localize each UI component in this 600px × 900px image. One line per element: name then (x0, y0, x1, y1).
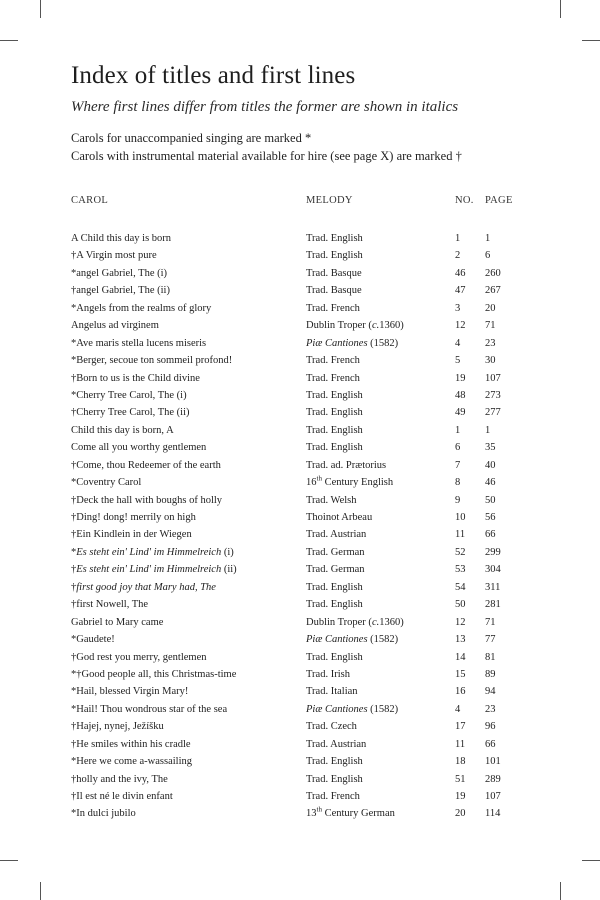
carol-number: 54 (455, 581, 466, 593)
carol-title: †Cherry Tree Carol, The (ii) (71, 407, 190, 419)
carol-number: 2 (455, 250, 461, 262)
carol-number: 16 (455, 686, 466, 698)
page-number: 20 (485, 302, 496, 314)
melody-source: 16th Century English (306, 474, 394, 489)
note-unaccompanied: Carols for unaccompanied singing are marked * (71, 131, 312, 145)
table-row (0, 649, 600, 666)
carol-title: *angel Gabriel, The (i) (71, 267, 168, 279)
melody-source: Trad. English (306, 233, 363, 244)
melody-source: Trad. Basque (306, 285, 362, 297)
melody-source: Trad. Austrian (306, 529, 367, 541)
page-number: 107 (485, 372, 501, 384)
page-number: 101 (485, 756, 501, 768)
melody-source: Trad. English (306, 599, 363, 611)
table-row (0, 335, 600, 352)
crop-mark (582, 860, 600, 861)
melody-source: Piæ Cantiones (1582) (306, 634, 399, 646)
page-number: 35 (485, 442, 496, 454)
table-row (0, 701, 600, 718)
index-table (0, 230, 600, 823)
note-instrumental: Carols with instrumental material available for hire (see page X) are marked † (71, 149, 462, 163)
carol-number: 52 (455, 546, 466, 558)
melody-source: Trad. English (306, 773, 363, 785)
table-row (0, 771, 600, 788)
melody-source: Trad. English (306, 424, 363, 436)
carol-number: 20 (455, 808, 466, 820)
carol-number: 46 (455, 267, 466, 279)
page-subtitle: Where first lines differ from titles the former are shown in italics (71, 99, 459, 115)
crop-mark (40, 0, 41, 18)
carol-number: 18 (455, 756, 466, 768)
table-row (0, 718, 600, 735)
carol-number: 17 (455, 721, 466, 733)
table-row (0, 317, 600, 334)
page-number: 107 (485, 791, 501, 802)
page-number: 89 (485, 668, 496, 680)
melody-source: Trad. ad. Prætorius (306, 459, 387, 471)
table-row (0, 370, 600, 387)
carol-title: †Es steht ein' Lind' im Himmelreich (ii) (71, 564, 237, 576)
carol-number: 49 (455, 407, 466, 419)
table-row (0, 387, 600, 404)
melody-source: Trad. English (306, 756, 363, 768)
page-number: 94 (485, 686, 496, 698)
carol-number: 15 (455, 668, 466, 680)
carol-number: 1 (455, 233, 461, 244)
page-number: 46 (485, 477, 496, 489)
column-header-carol: CAROL (71, 195, 109, 206)
melody-source: 13th Century German (306, 805, 395, 820)
table-row (0, 457, 600, 474)
page-number: 260 (485, 267, 501, 279)
carol-number: 12 (455, 320, 466, 332)
melody-source: Trad. Irish (306, 668, 350, 680)
table-row (0, 492, 600, 509)
carol-title: †angel Gabriel, The (ii) (71, 285, 170, 297)
table-row (0, 753, 600, 770)
page-number: 304 (485, 564, 501, 576)
carol-number: 19 (455, 372, 466, 384)
carol-number: 3 (455, 302, 461, 314)
page-number: 40 (485, 459, 496, 471)
column-header-page: PAGE (485, 195, 513, 206)
melody-source: Piæ Cantiones (1582) (306, 337, 399, 349)
carol-title: †Ein Kindlein in der Wiegen (71, 529, 192, 541)
page-number: 30 (485, 355, 496, 367)
carol-number: 10 (455, 512, 466, 523)
carol-number: 53 (455, 564, 466, 576)
carol-title: †first Nowell, The (71, 599, 149, 611)
carol-title: *Cherry Tree Carol, The (i) (71, 389, 187, 401)
carol-number: 5 (455, 355, 461, 367)
carol-title: *Angels from the realms of glory (71, 302, 212, 314)
carol-title: *Hail, blessed Virgin Mary! (71, 686, 189, 698)
table-row (0, 282, 600, 299)
carol-title: *Es steht ein' Lind' im Himmelreich (i) (71, 546, 234, 558)
melody-source: Trad. French (306, 372, 360, 384)
page-number: 277 (485, 407, 501, 419)
page-number: 289 (485, 773, 501, 785)
carol-number: 19 (455, 791, 466, 802)
page-number: 23 (485, 703, 496, 715)
carol-title: †Come, thou Redeemer of the earth (71, 459, 221, 471)
carol-title: †God rest you merry, gentlemen (71, 651, 207, 663)
carol-number: 11 (455, 529, 466, 541)
carol-number: 8 (455, 477, 461, 489)
carol-title: †Ding! dong! merrily on high (71, 512, 196, 523)
table-row (0, 561, 600, 578)
carol-number: 4 (455, 337, 461, 349)
melody-source: Dublin Troper (c.1360) (306, 616, 404, 628)
crop-mark (560, 882, 561, 900)
table-row (0, 666, 600, 683)
melody-source: Trad. Basque (306, 267, 362, 279)
crop-mark (582, 40, 600, 41)
page-number: 1 (485, 424, 491, 436)
table-row (0, 265, 600, 282)
carol-title: †first good joy that Mary had, The (71, 581, 216, 593)
table-row (0, 300, 600, 317)
page-number: 81 (485, 651, 496, 663)
carol-title: *Gaudete! (71, 634, 115, 646)
carol-number: 1 (455, 424, 461, 436)
page-number: 299 (485, 546, 501, 558)
carol-number: 14 (455, 651, 466, 663)
melody-source: Trad. English (306, 407, 363, 419)
table-row (0, 631, 600, 648)
table-row (0, 439, 600, 456)
page-number: 273 (485, 389, 501, 401)
page-number: 77 (485, 634, 496, 646)
page-number: 50 (485, 494, 496, 506)
carol-title: †A Virgin most pure (71, 250, 157, 262)
melody-source: Trad. English (306, 389, 363, 401)
page-number: 96 (485, 721, 496, 733)
carol-number: 50 (455, 599, 466, 611)
page-number: 281 (485, 599, 501, 611)
carol-number: 9 (455, 494, 461, 506)
melody-source: Dublin Troper (c.1360) (306, 320, 404, 332)
carol-title: *Coventry Carol (71, 477, 142, 489)
carol-number: 47 (455, 285, 466, 297)
melody-source: Trad. German (306, 564, 365, 576)
page-number: 56 (485, 512, 496, 523)
carol-title: †Hajej, nynej, Ježíšku (71, 721, 164, 733)
carol-number: 51 (455, 773, 466, 785)
carol-title: Child this day is born, A (71, 424, 174, 436)
table-row (0, 736, 600, 753)
carol-title: *†Good people all, this Christmas-time (71, 668, 237, 680)
carol-title: A Child this day is born (71, 233, 172, 244)
crop-mark (0, 860, 18, 861)
melody-source: Trad. German (306, 546, 365, 558)
melody-source: Trad. Austrian (306, 738, 367, 750)
table-row (0, 579, 600, 596)
carol-title: *Hail! Thou wondrous star of the sea (71, 703, 228, 715)
melody-source: Trad. English (306, 581, 363, 593)
carol-title: *Berger, secoue ton sommeil profond! (71, 355, 233, 367)
table-row (0, 805, 600, 822)
carol-number: 6 (455, 442, 461, 454)
crop-mark (0, 40, 18, 41)
crop-mark (40, 882, 41, 900)
carol-title: Gabriel to Mary came (71, 616, 164, 628)
page-number: 66 (485, 738, 496, 750)
table-row (0, 509, 600, 526)
table-row (0, 352, 600, 369)
table-row (0, 788, 600, 805)
carol-number: 48 (455, 389, 466, 401)
page-number: 1 (485, 233, 491, 244)
melody-source: Trad. Italian (306, 686, 358, 698)
page-number: 114 (485, 808, 501, 820)
table-row (0, 404, 600, 421)
carol-title: †Deck the hall with boughs of holly (71, 494, 223, 506)
melody-source: Piæ Cantiones (1582) (306, 703, 399, 715)
table-row (0, 474, 600, 491)
page-number: 6 (485, 250, 491, 262)
carol-title: †holly and the ivy, The (71, 773, 168, 785)
table-row (0, 596, 600, 613)
carol-number: 4 (455, 703, 461, 715)
carol-title: †Born to us is the Child divine (71, 372, 200, 384)
table-row (0, 614, 600, 631)
page-number: 66 (485, 529, 496, 541)
carol-title: †He smiles within his cradle (71, 738, 191, 750)
melody-source: Thoinot Arbeau (306, 512, 373, 523)
melody-source: Trad. Czech (306, 721, 357, 733)
melody-source: Trad. English (306, 651, 363, 663)
carol-title: *Here we come a-wassailing (71, 756, 192, 768)
carol-number: 12 (455, 616, 466, 628)
table-row (0, 422, 600, 439)
melody-source: Trad. English (306, 442, 363, 454)
crop-mark (560, 0, 561, 18)
page-number: 267 (485, 285, 501, 297)
melody-source: Trad. French (306, 302, 360, 314)
page-title: Index of titles and first lines (71, 62, 356, 89)
table-row (0, 544, 600, 561)
column-header-no: NO. (455, 195, 474, 206)
column-header-melody: MELODY (306, 195, 353, 206)
melody-source: Trad. French (306, 791, 360, 802)
carol-title: Angelus ad virginem (71, 320, 159, 332)
carol-number: 13 (455, 634, 466, 646)
table-row (0, 247, 600, 264)
page-number: 71 (485, 320, 496, 332)
page-number: 71 (485, 616, 496, 628)
melody-source: Trad. French (306, 355, 360, 367)
page-number: 23 (485, 337, 496, 349)
table-row (0, 230, 600, 247)
table-row (0, 526, 600, 543)
carol-title: *In dulci jubilo (71, 808, 136, 820)
melody-source: Trad. English (306, 250, 363, 262)
carol-title: †Il est né le divin enfant (71, 791, 173, 802)
carol-number: 11 (455, 738, 466, 750)
carol-title: *Ave maris stella lucens miseris (71, 337, 207, 349)
carol-title: Come all you worthy gentlemen (71, 442, 207, 454)
table-row (0, 683, 600, 700)
melody-source: Trad. Welsh (306, 494, 357, 506)
page-number: 311 (485, 581, 501, 593)
carol-number: 7 (455, 459, 461, 471)
